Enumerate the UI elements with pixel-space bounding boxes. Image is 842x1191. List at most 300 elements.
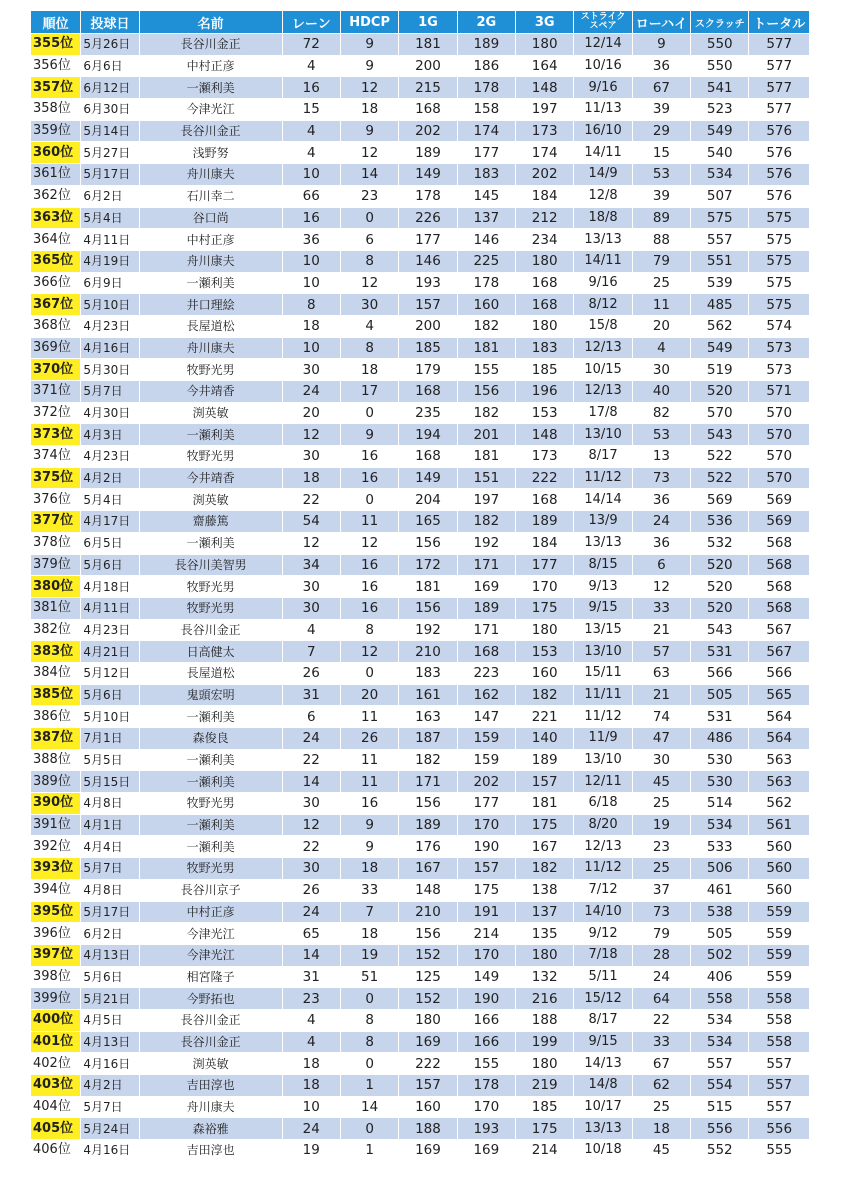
scratch-cell: 522	[691, 446, 749, 468]
date-cell: 5月7日	[81, 381, 139, 403]
rank-cell: 361位	[31, 164, 81, 186]
total-cell: 562	[749, 793, 810, 815]
game1-cell: 149	[399, 164, 457, 186]
hdcp-cell: 18	[340, 359, 398, 381]
total-cell: 559	[749, 901, 810, 923]
scratch-cell: 406	[691, 966, 749, 988]
game3-cell: 184	[516, 532, 574, 554]
rank-cell: 401位	[31, 1031, 81, 1053]
strike-spare-cell: 14/11	[574, 250, 632, 272]
date-cell: 4月8日	[81, 879, 139, 901]
header-date: 投球日	[81, 11, 139, 34]
game3-cell: 196	[516, 381, 574, 403]
name-cell: 今津光江	[139, 944, 282, 966]
name-cell: 渕英敏	[139, 489, 282, 511]
header-rank: 順位	[31, 11, 81, 34]
name-cell: 中村正彦	[139, 55, 282, 77]
scratch-cell: 534	[691, 814, 749, 836]
lowhigh-cell: 89	[632, 207, 690, 229]
rank-cell: 390位	[31, 793, 81, 815]
lowhigh-cell: 82	[632, 402, 690, 424]
hdcp-cell: 11	[340, 511, 398, 533]
table-row	[31, 858, 810, 880]
total-cell: 570	[749, 446, 810, 468]
date-cell: 4月3日	[81, 424, 139, 446]
date-cell: 5月15日	[81, 771, 139, 793]
strike-spare-cell: 12/13	[574, 337, 632, 359]
hdcp-cell: 0	[340, 988, 398, 1010]
game3-cell: 140	[516, 728, 574, 750]
lowhigh-cell: 28	[632, 944, 690, 966]
game2-cell: 174	[457, 120, 515, 142]
game1-cell: 179	[399, 359, 457, 381]
game2-cell: 137	[457, 207, 515, 229]
name-cell: 今津光江	[139, 99, 282, 121]
rank-cell: 398位	[31, 966, 81, 988]
date-cell: 7月1日	[81, 728, 139, 750]
table-row	[31, 749, 810, 771]
table-row	[31, 966, 810, 988]
table-row	[31, 619, 810, 641]
scratch-cell: 530	[691, 771, 749, 793]
rank-cell: 359位	[31, 120, 81, 142]
total-cell: 567	[749, 619, 810, 641]
lane-cell: 34	[282, 554, 340, 576]
strike-spare-cell: 9/12	[574, 923, 632, 945]
strike-spare-cell: 11/13	[574, 99, 632, 121]
date-cell: 6月2日	[81, 923, 139, 945]
hdcp-cell: 17	[340, 381, 398, 403]
rank-cell: 358位	[31, 99, 81, 121]
table-row	[31, 532, 810, 554]
lane-cell: 12	[282, 424, 340, 446]
game2-cell: 191	[457, 901, 515, 923]
rank-cell: 403位	[31, 1075, 81, 1097]
name-cell: 牧野光男	[139, 359, 282, 381]
hdcp-cell: 16	[340, 467, 398, 489]
lowhigh-cell: 15	[632, 142, 690, 164]
total-cell: 577	[749, 55, 810, 77]
table-row	[31, 120, 810, 142]
strike-spare-cell: 14/11	[574, 142, 632, 164]
lowhigh-cell: 57	[632, 641, 690, 663]
hdcp-cell: 16	[340, 446, 398, 468]
game1-cell: 169	[399, 1140, 457, 1162]
game1-cell: 226	[399, 207, 457, 229]
scratch-cell: 569	[691, 489, 749, 511]
header-total: トータル	[749, 11, 810, 34]
hdcp-cell: 14	[340, 164, 398, 186]
game1-cell: 222	[399, 1053, 457, 1075]
hdcp-cell: 9	[340, 424, 398, 446]
name-cell: 舟川康夫	[139, 164, 282, 186]
strike-spare-cell: 15/11	[574, 662, 632, 684]
total-cell: 575	[749, 229, 810, 251]
table-row	[31, 34, 810, 56]
lane-cell: 16	[282, 207, 340, 229]
hdcp-cell: 12	[340, 77, 398, 99]
lane-cell: 72	[282, 34, 340, 56]
strike-spare-cell: 9/15	[574, 597, 632, 619]
game2-cell: 171	[457, 554, 515, 576]
rank-cell: 400位	[31, 1009, 81, 1031]
strike-spare-cell: 10/15	[574, 359, 632, 381]
game1-cell: 193	[399, 272, 457, 294]
game2-cell: 169	[457, 1140, 515, 1162]
table-row	[31, 771, 810, 793]
game3-cell: 160	[516, 662, 574, 684]
game2-cell: 145	[457, 185, 515, 207]
lane-cell: 4	[282, 1031, 340, 1053]
lowhigh-cell: 19	[632, 814, 690, 836]
date-cell: 5月12日	[81, 662, 139, 684]
game2-cell: 159	[457, 749, 515, 771]
game2-cell: 157	[457, 858, 515, 880]
strike-spare-cell: 9/13	[574, 576, 632, 598]
game3-cell: 180	[516, 315, 574, 337]
table-row	[31, 229, 810, 251]
strike-spare-cell: 13/10	[574, 641, 632, 663]
strike-spare-cell: 10/17	[574, 1096, 632, 1118]
total-cell: 566	[749, 662, 810, 684]
rank-cell: 404位	[31, 1096, 81, 1118]
game2-cell: 156	[457, 381, 515, 403]
game3-cell: 168	[516, 272, 574, 294]
hdcp-cell: 1	[340, 1140, 398, 1162]
game2-cell: 177	[457, 793, 515, 815]
date-cell: 5月7日	[81, 1096, 139, 1118]
name-cell: 長谷川美智男	[139, 554, 282, 576]
total-cell: 568	[749, 532, 810, 554]
table-row	[31, 1118, 810, 1140]
scratch-cell: 539	[691, 272, 749, 294]
lowhigh-cell: 33	[632, 1031, 690, 1053]
game2-cell: 162	[457, 684, 515, 706]
table-row	[31, 879, 810, 901]
strike-spare-cell: 12/13	[574, 381, 632, 403]
strike-spare-cell: 7/18	[574, 944, 632, 966]
rank-cell: 391位	[31, 814, 81, 836]
rank-cell: 372位	[31, 402, 81, 424]
hdcp-cell: 12	[340, 142, 398, 164]
lowhigh-cell: 36	[632, 532, 690, 554]
header-name: 名前	[139, 11, 282, 34]
name-cell: 吉田淳也	[139, 1140, 282, 1162]
name-cell: 舟川康夫	[139, 337, 282, 359]
scratch-cell: 520	[691, 381, 749, 403]
name-cell: 舟川康夫	[139, 250, 282, 272]
header-scratch: スクラッチ	[691, 11, 749, 34]
rank-cell: 386位	[31, 706, 81, 728]
name-cell: 一瀬利美	[139, 272, 282, 294]
game1-cell: 176	[399, 836, 457, 858]
name-cell: 一瀬利美	[139, 706, 282, 728]
hdcp-cell: 7	[340, 901, 398, 923]
header-game3: 3G	[516, 11, 574, 34]
scratch-cell: 461	[691, 879, 749, 901]
scratch-cell: 558	[691, 988, 749, 1010]
game2-cell: 166	[457, 1009, 515, 1031]
game3-cell: 138	[516, 879, 574, 901]
name-cell: 今野拓也	[139, 988, 282, 1010]
game3-cell: 214	[516, 1140, 574, 1162]
scratch-cell: 515	[691, 1096, 749, 1118]
strike-spare-cell: 12/8	[574, 185, 632, 207]
scratch-cell: 534	[691, 164, 749, 186]
game2-cell: 182	[457, 511, 515, 533]
total-cell: 568	[749, 597, 810, 619]
strike-spare-cell: 10/18	[574, 1140, 632, 1162]
total-cell: 568	[749, 554, 810, 576]
lane-cell: 24	[282, 381, 340, 403]
total-cell: 561	[749, 814, 810, 836]
game3-cell: 157	[516, 771, 574, 793]
date-cell: 4月18日	[81, 576, 139, 598]
game3-cell: 175	[516, 1118, 574, 1140]
game3-cell: 183	[516, 337, 574, 359]
lowhigh-cell: 36	[632, 489, 690, 511]
scratch-cell: 536	[691, 511, 749, 533]
game2-cell: 178	[457, 272, 515, 294]
name-cell: 石川幸二	[139, 185, 282, 207]
lowhigh-cell: 12	[632, 576, 690, 598]
total-cell: 575	[749, 294, 810, 316]
game2-cell: 214	[457, 923, 515, 945]
hdcp-cell: 30	[340, 294, 398, 316]
strike-spare-cell: 11/12	[574, 858, 632, 880]
date-cell: 5月10日	[81, 294, 139, 316]
lowhigh-cell: 37	[632, 879, 690, 901]
hdcp-cell: 12	[340, 272, 398, 294]
lowhigh-cell: 25	[632, 1096, 690, 1118]
total-cell: 570	[749, 402, 810, 424]
rank-cell: 370位	[31, 359, 81, 381]
game1-cell: 149	[399, 467, 457, 489]
lowhigh-cell: 39	[632, 185, 690, 207]
header-spare-label: スペア	[589, 21, 617, 31]
game3-cell: 174	[516, 142, 574, 164]
game1-cell: 168	[399, 99, 457, 121]
rank-cell: 388位	[31, 749, 81, 771]
total-cell: 564	[749, 706, 810, 728]
date-cell: 4月13日	[81, 944, 139, 966]
total-cell: 563	[749, 749, 810, 771]
game2-cell: 225	[457, 250, 515, 272]
scratch-cell: 543	[691, 424, 749, 446]
strike-spare-cell: 10/16	[574, 55, 632, 77]
table-row	[31, 1096, 810, 1118]
scratch-cell: 566	[691, 662, 749, 684]
lane-cell: 36	[282, 229, 340, 251]
hdcp-cell: 9	[340, 120, 398, 142]
total-cell: 575	[749, 250, 810, 272]
total-cell: 560	[749, 879, 810, 901]
name-cell: 一瀬利美	[139, 771, 282, 793]
name-cell: 牧野光男	[139, 446, 282, 468]
name-cell: 中村正彦	[139, 229, 282, 251]
total-cell: 576	[749, 164, 810, 186]
game3-cell: 135	[516, 923, 574, 945]
scratch-cell: 534	[691, 1009, 749, 1031]
header-lane: レーン	[282, 11, 340, 34]
game3-cell: 173	[516, 120, 574, 142]
lane-cell: 16	[282, 77, 340, 99]
scratch-cell: 550	[691, 55, 749, 77]
rank-cell: 369位	[31, 337, 81, 359]
name-cell: 相宮隆子	[139, 966, 282, 988]
scratch-cell: 523	[691, 99, 749, 121]
table-row	[31, 1031, 810, 1053]
table-row	[31, 511, 810, 533]
name-cell: 牧野光男	[139, 597, 282, 619]
table-row	[31, 836, 810, 858]
game3-cell: 177	[516, 554, 574, 576]
date-cell: 5月24日	[81, 1118, 139, 1140]
table-row	[31, 359, 810, 381]
scratch-cell: 549	[691, 337, 749, 359]
lane-cell: 30	[282, 793, 340, 815]
game3-cell: 197	[516, 99, 574, 121]
game3-cell: 153	[516, 402, 574, 424]
rank-cell: 368位	[31, 315, 81, 337]
date-cell: 4月19日	[81, 250, 139, 272]
strike-spare-cell: 18/8	[574, 207, 632, 229]
total-cell: 570	[749, 424, 810, 446]
hdcp-cell: 20	[340, 684, 398, 706]
hdcp-cell: 23	[340, 185, 398, 207]
game3-cell: 164	[516, 55, 574, 77]
date-cell: 5月6日	[81, 684, 139, 706]
game3-cell: 222	[516, 467, 574, 489]
date-cell: 5月14日	[81, 120, 139, 142]
game2-cell: 190	[457, 836, 515, 858]
lane-cell: 4	[282, 619, 340, 641]
hdcp-cell: 0	[340, 207, 398, 229]
date-cell: 4月23日	[81, 315, 139, 337]
game3-cell: 221	[516, 706, 574, 728]
date-cell: 5月21日	[81, 988, 139, 1010]
strike-spare-cell: 9/16	[574, 77, 632, 99]
lowhigh-cell: 64	[632, 988, 690, 1010]
lane-cell: 10	[282, 250, 340, 272]
game2-cell: 160	[457, 294, 515, 316]
lowhigh-cell: 79	[632, 923, 690, 945]
strike-spare-cell: 15/8	[574, 315, 632, 337]
name-cell: 舟川康夫	[139, 1096, 282, 1118]
total-cell: 557	[749, 1096, 810, 1118]
table-row	[31, 294, 810, 316]
game1-cell: 189	[399, 814, 457, 836]
rank-cell: 373位	[31, 424, 81, 446]
date-cell: 6月5日	[81, 532, 139, 554]
lane-cell: 54	[282, 511, 340, 533]
game2-cell: 178	[457, 77, 515, 99]
game1-cell: 210	[399, 901, 457, 923]
table-row	[31, 576, 810, 598]
game3-cell: 202	[516, 164, 574, 186]
game2-cell: 170	[457, 1096, 515, 1118]
name-cell: 長谷川金正	[139, 1009, 282, 1031]
rank-cell: 396位	[31, 923, 81, 945]
total-cell: 557	[749, 1053, 810, 1075]
game1-cell: 181	[399, 576, 457, 598]
table-body	[31, 34, 810, 1162]
lowhigh-cell: 74	[632, 706, 690, 728]
game1-cell: 235	[399, 402, 457, 424]
total-cell: 556	[749, 1118, 810, 1140]
lowhigh-cell: 4	[632, 337, 690, 359]
scratch-cell: 502	[691, 944, 749, 966]
lane-cell: 18	[282, 315, 340, 337]
scratch-cell: 538	[691, 901, 749, 923]
table-row	[31, 684, 810, 706]
table-row	[31, 77, 810, 99]
name-cell: 森裕雅	[139, 1118, 282, 1140]
scratch-cell: 522	[691, 467, 749, 489]
lane-cell: 8	[282, 294, 340, 316]
lane-cell: 18	[282, 1053, 340, 1075]
total-cell: 567	[749, 641, 810, 663]
total-cell: 565	[749, 684, 810, 706]
ranking-table	[30, 10, 810, 1162]
lowhigh-cell: 53	[632, 164, 690, 186]
game3-cell: 168	[516, 489, 574, 511]
scratch-cell: 552	[691, 1140, 749, 1162]
rank-cell: 405位	[31, 1118, 81, 1140]
hdcp-cell: 51	[340, 966, 398, 988]
game1-cell: 167	[399, 858, 457, 880]
scratch-cell: 550	[691, 34, 749, 56]
game1-cell: 152	[399, 988, 457, 1010]
lowhigh-cell: 45	[632, 1140, 690, 1162]
total-cell: 575	[749, 272, 810, 294]
lane-cell: 10	[282, 272, 340, 294]
scratch-cell: 485	[691, 294, 749, 316]
hdcp-cell: 0	[340, 662, 398, 684]
lowhigh-cell: 67	[632, 77, 690, 99]
lane-cell: 66	[282, 185, 340, 207]
strike-spare-cell: 13/13	[574, 532, 632, 554]
strike-spare-cell: 12/14	[574, 34, 632, 56]
lowhigh-cell: 6	[632, 554, 690, 576]
date-cell: 4月1日	[81, 814, 139, 836]
total-cell: 576	[749, 120, 810, 142]
game3-cell: 216	[516, 988, 574, 1010]
table-row	[31, 901, 810, 923]
strike-spare-cell: 11/11	[574, 684, 632, 706]
header-game2: 2G	[457, 11, 515, 34]
header-strike-label: ストライク	[580, 12, 626, 22]
lane-cell: 24	[282, 728, 340, 750]
lane-cell: 4	[282, 142, 340, 164]
hdcp-cell: 9	[340, 836, 398, 858]
hdcp-cell: 4	[340, 315, 398, 337]
game3-cell: 180	[516, 1053, 574, 1075]
lowhigh-cell: 21	[632, 619, 690, 641]
lowhigh-cell: 39	[632, 99, 690, 121]
lane-cell: 12	[282, 814, 340, 836]
name-cell: 一瀬利美	[139, 424, 282, 446]
scratch-cell: 540	[691, 142, 749, 164]
hdcp-cell: 18	[340, 99, 398, 121]
game1-cell: 185	[399, 337, 457, 359]
lowhigh-cell: 20	[632, 315, 690, 337]
game1-cell: 165	[399, 511, 457, 533]
game1-cell: 171	[399, 771, 457, 793]
name-cell: 中村正彦	[139, 901, 282, 923]
lowhigh-cell: 22	[632, 1009, 690, 1031]
total-cell: 564	[749, 728, 810, 750]
